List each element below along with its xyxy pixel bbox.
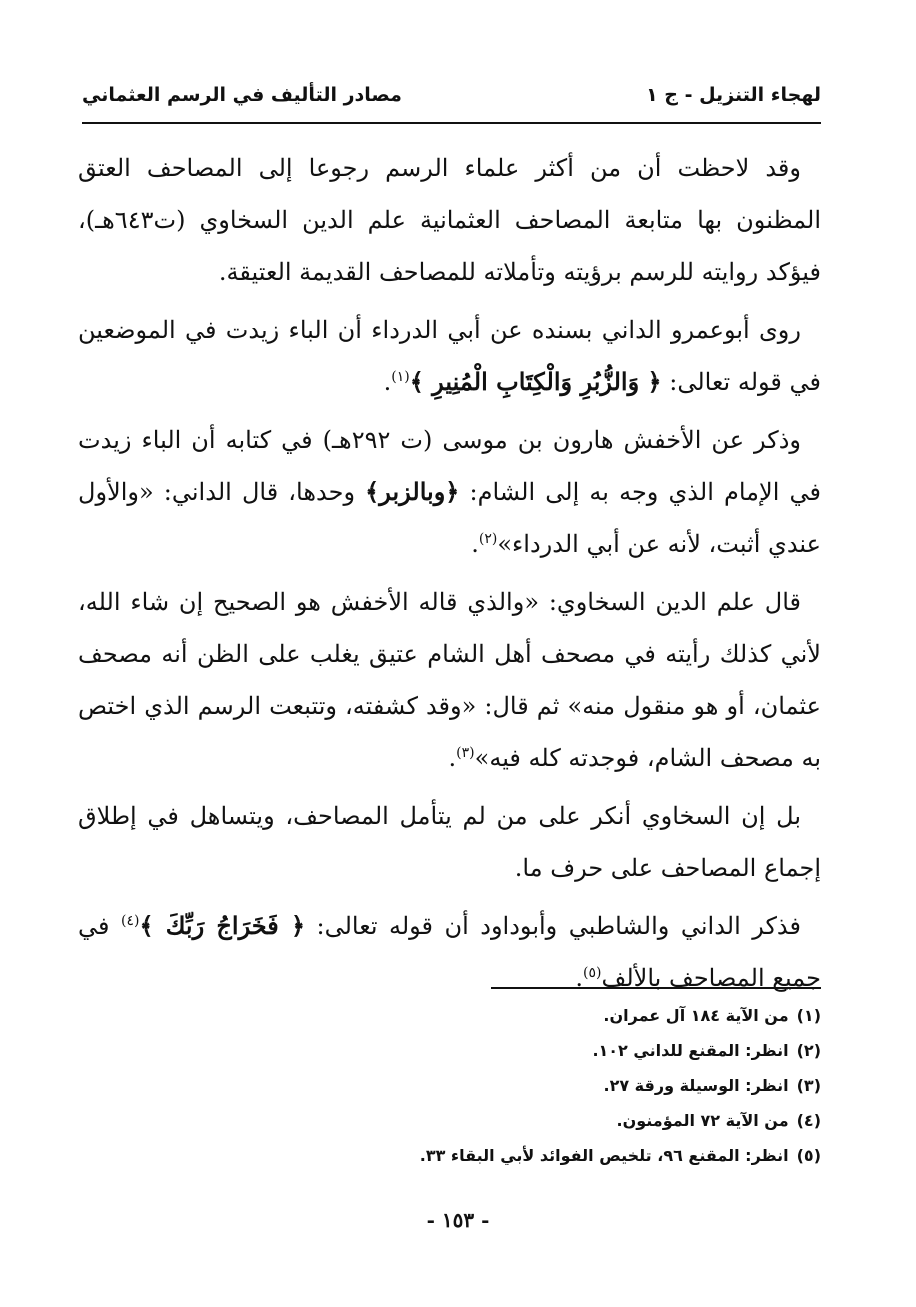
quran-verse: ﴿ وَالزُّبُرِ وَالْكِتَابِ الْمُنِيرِ ﴾: [409, 367, 662, 396]
footnote-3: [300, 1068, 821, 1103]
page-number: - ١٥٣ -: [426, 1208, 490, 1232]
footnote-5: [300, 1138, 821, 1173]
footnote-1: [300, 998, 821, 1033]
paragraph-text: فذكر الداني والشاطبي وأبوداود أن قوله تعالى:: [305, 912, 801, 940]
footnote-4: [300, 1103, 821, 1138]
running-header: [82, 78, 821, 112]
footnote-number: (١): [796, 1006, 821, 1025]
footnote-text: انظر: المقنع ٩٦، تلخيص الفوائد لأبي البقاء ٣٣.: [419, 1146, 789, 1165]
footnote-text: من الآية ٧٢ المؤمنون.: [616, 1111, 789, 1130]
section-title: مصادر التأليف في الرسم العثماني: [82, 84, 402, 106]
paragraph-text-cont: وحدها، قال الداني: «والأول عندي أثبت، لأنه عن أبي الدرداء»: [78, 478, 821, 558]
paragraph-3: [78, 414, 821, 570]
paragraph-4: [78, 576, 821, 784]
paragraph-text: بل إن السخاوي أنكر على من لم يتأمل المصاحف، ويتساهل في إطلاق إجماع المصاحف على حرف ما.: [78, 802, 821, 882]
footnote-number: (٥): [796, 1146, 821, 1165]
footnote-text: انظر: الوسيلة ورقة ٢٧.: [603, 1076, 789, 1095]
paragraph-text: وقد لاحظت أن من أكثر علماء الرسم رجوعا إلى المصاحف العتق المظنون بها متابعة المصاحف العثمانية علم الدين السخاوي (ت٦٤٣هـ)، فيؤكد روايته للرسم برؤيته وتأملاته للمصاحف القديمة العتيقة.: [78, 154, 821, 286]
quran-verse: ﴿وبالزبر﴾: [365, 477, 460, 506]
footnote-number: (٤): [796, 1111, 821, 1130]
paragraph-end: .: [448, 744, 457, 772]
header-divider: [82, 122, 821, 124]
main-text: [78, 142, 821, 1010]
paragraph-5: [78, 790, 821, 894]
footnotes: [300, 998, 821, 1173]
footnote-ref: (١): [391, 369, 410, 385]
footnote-divider: [491, 987, 821, 989]
footnote-2: [300, 1033, 821, 1068]
footnote-text: انظر: المقنع للداني ١٠٢.: [592, 1041, 789, 1060]
paragraph-text: روى أبوعمرو الداني بسنده عن أبي الدرداء أن الباء زيدت في الموضعين في قوله تعالى:: [78, 316, 821, 396]
paragraph-1: [78, 142, 821, 298]
footnote-text: من الآية ١٨٤ آل عمران.: [603, 1006, 789, 1025]
paragraph-text: قال علم الدين السخاوي: «والذي قاله الأخفش هو الصحيح إن شاء الله، لأني كذلك رأيته في مصحف أهل الشام عتيق يغلب على الظن أنه مصحف عثمان، أو هو منقول منه» ثم قال: «وقد كشفته، وتتبعت الرسم الذي اختص به مصحف الشام، فوجدته كله فيه»: [78, 588, 821, 772]
footnote-ref: (٥): [583, 965, 602, 981]
book-title: لهجاء التنزيل - ج ١: [646, 84, 821, 106]
footnote-number: (٢): [796, 1041, 821, 1060]
paragraph-text-cont: في جميع المصاحف بالألف: [78, 912, 821, 992]
footnote-ref: (٣): [456, 745, 475, 761]
footnote-number: (٣): [796, 1076, 821, 1095]
paragraph-end: .: [471, 530, 479, 558]
footnote-ref: (٤): [120, 913, 140, 929]
paragraph-end: .: [383, 368, 392, 396]
paragraph-text: وذكر عن الأخفش هارون بن موسى (ت ٢٩٢هـ) في كتابه أن الباء زيدت في الإمام الذي وجه به إلى الشام:: [78, 426, 821, 506]
quran-verse: ﴿ فَخَرَاجُ رَبِّكَ ﴾: [139, 911, 306, 940]
paragraph-2: [78, 304, 821, 408]
footnote-ref: (٢): [478, 531, 498, 547]
paragraph-end: .: [575, 964, 584, 992]
